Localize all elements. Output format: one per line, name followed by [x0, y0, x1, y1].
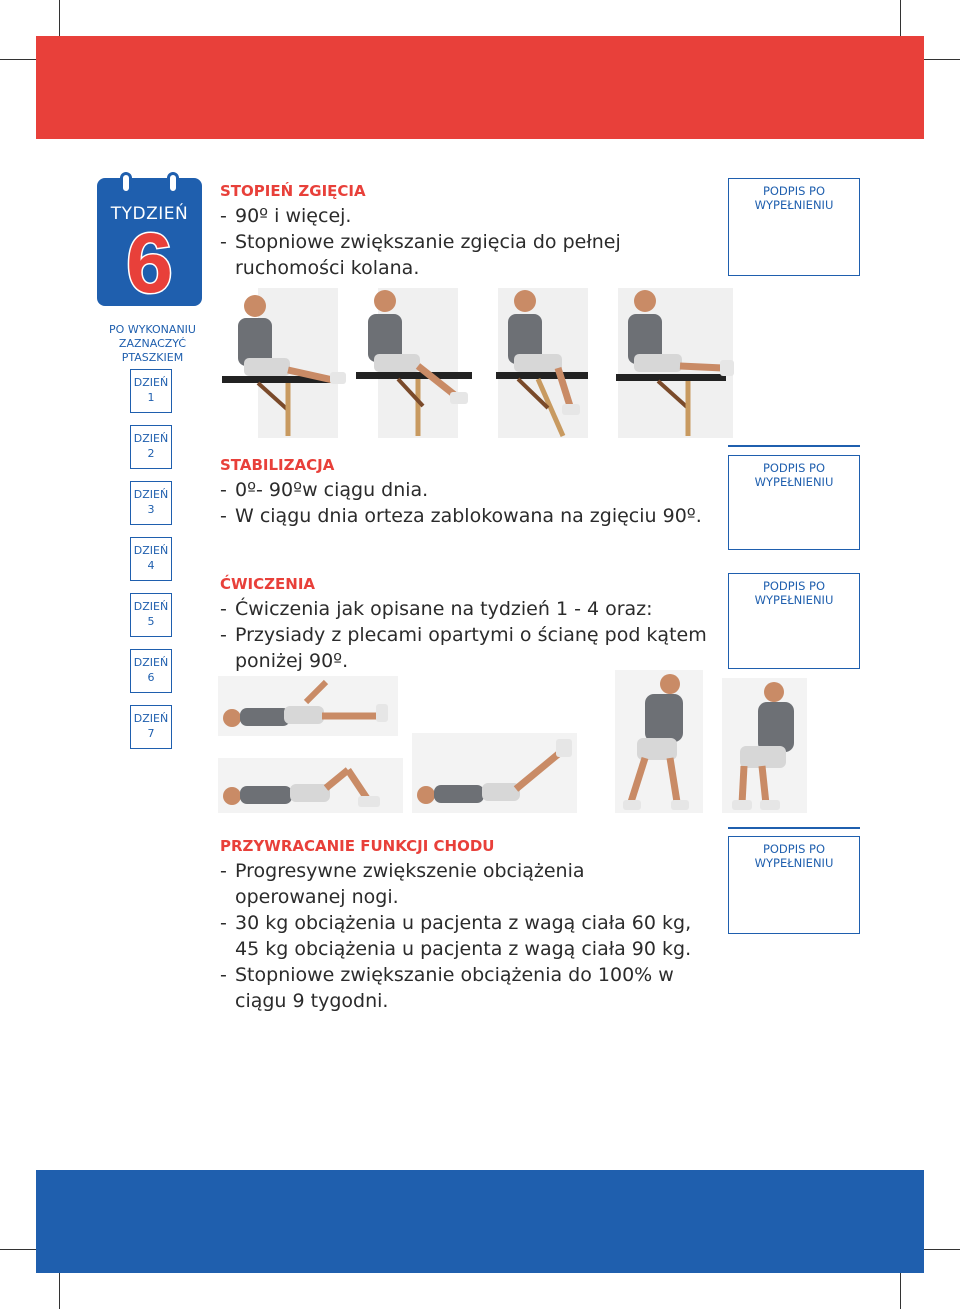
- week-calendar-badge: [97, 178, 202, 310]
- day-checkbox-2[interactable]: DZIEŃ 2: [130, 425, 172, 469]
- exercise-photo-lying-straight-leg-raise: [412, 733, 577, 813]
- crop-mark: [0, 59, 40, 60]
- section-title: ĆWICZENIA: [220, 575, 316, 593]
- section-title: STABILIZACJA: [220, 456, 335, 474]
- day-checkbox-5[interactable]: DZIEŃ 5: [130, 593, 172, 637]
- section-flexion: STOPIEŃ ZGIĘCIA - 90º i więcej. - Stopniowe zwiększanie zgięcia do pełnej ruchomości kolana.: [220, 182, 621, 279]
- day-checkbox-7[interactable]: DZIEŃ 7: [130, 705, 172, 749]
- header-band: [36, 36, 924, 139]
- signature-box[interactable]: PODPIS PO WYPEŁNIENIU: [728, 455, 860, 550]
- exercise-photo-seated-knee-extension: [218, 288, 743, 438]
- signature-box[interactable]: PODPIS PO WYPEŁNIENIU: [728, 836, 860, 934]
- section-walking: PRZYWRACANIE FUNKCJI CHODU - Progresywne zwiększenie obciążenia operowanej nogi. - 30 kg obciążenia u pacjenta z wagą ciała 60 kg, 45 kg obciążenia u pacjenta z wagą ciała 90 kg. - Stopniowe zwiększanie obciążenia do 100% w ciągu 9 tygodni.: [220, 837, 692, 1012]
- crop-mark: [0, 1249, 40, 1250]
- check-instruction: PO WYKONANIU ZAZNACZYĆ PTASZKIEM: [109, 323, 196, 364]
- calendar-ring-icon: [120, 172, 132, 194]
- exercise-photo-wall-squat: [722, 678, 807, 813]
- day-checkbox-4[interactable]: DZIEŃ 4: [130, 537, 172, 581]
- exercise-photo-standing-mini-squat: [615, 670, 703, 813]
- signature-box[interactable]: PODPIS PO WYPEŁNIENIU: [728, 178, 860, 276]
- crop-mark: [920, 59, 960, 60]
- crop-mark: [59, 0, 60, 40]
- exercise-photo-lying-leg-raise: [218, 676, 398, 736]
- signature-divider: [728, 827, 860, 829]
- section-title: PRZYWRACANIE FUNKCJI CHODU: [220, 837, 495, 855]
- signature-divider: [728, 445, 860, 447]
- footer-band: [36, 1170, 924, 1273]
- week-label: TYDZIEŃ: [110, 204, 189, 224]
- section-exercises: ĆWICZENIA - Ćwiczenia jak opisane na tydzień 1 - 4 oraz: - Przysiady z plecami opartymi o ścianę pod kątem poniżej 90º.: [220, 575, 707, 672]
- calendar-ring-icon: [167, 172, 179, 194]
- section-title: STOPIEŃ ZGIĘCIA: [220, 182, 366, 200]
- crop-mark: [920, 1249, 960, 1250]
- crop-mark: [59, 1269, 60, 1309]
- day-checkbox-6[interactable]: DZIEŃ 6: [130, 649, 172, 693]
- section-stabilization: STABILIZACJA - 0º- 90ºw ciągu dnia. - W ciągu dnia orteza zablokowana na zgięciu 90º.: [220, 456, 702, 527]
- crop-mark: [900, 0, 901, 40]
- day-checkbox-1[interactable]: DZIEŃ 1: [130, 369, 172, 413]
- exercise-photo-lying-knee-bend: [218, 758, 403, 813]
- signature-box[interactable]: PODPIS PO WYPEŁNIENIU: [728, 573, 860, 669]
- week-number: 6: [126, 216, 173, 310]
- day-checkbox-3[interactable]: DZIEŃ 3: [130, 481, 172, 525]
- crop-mark: [900, 1269, 901, 1309]
